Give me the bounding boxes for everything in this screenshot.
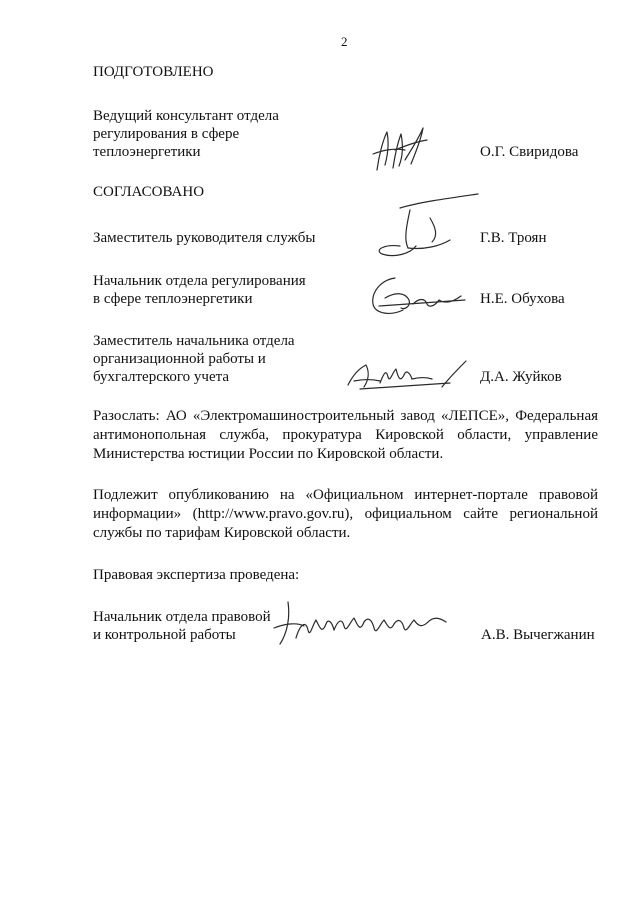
signer-1-name: Г.В. Троян xyxy=(480,230,547,246)
legal-position-line-1: Начальник отдела правовой xyxy=(93,609,271,625)
publication-paragraph: Подлежит опубликованию на «Официальном интернет-портале правовой информации» (http://www.pravo.gov.ru), официальном сайте региональной службы по тарифам Кировской области. xyxy=(93,487,598,541)
prepared-position-line-1: Ведущий консультант отдела xyxy=(93,108,279,124)
prepared-position-line-3: теплоэнергетики xyxy=(93,144,201,160)
signer-3-name: Д.А. Жуйков xyxy=(480,369,562,385)
signer-2-position-line-2: в сфере теплоэнергетики xyxy=(93,291,253,307)
legal-name: А.В. Вычегжанин xyxy=(481,627,595,643)
signature-obukhova xyxy=(365,270,475,320)
signature-vychegzhanin xyxy=(268,598,458,650)
signer-1-position: Заместитель руководителя службы xyxy=(93,230,316,246)
signer-3-position-line-1: Заместитель начальника отдела xyxy=(93,333,295,349)
page-number: 2 xyxy=(341,34,348,49)
signer-3-position-line-3: бухгалтерского учета xyxy=(93,369,230,385)
prepared-heading: ПОДГОТОВЛЕНО xyxy=(93,64,214,80)
signature-troyan xyxy=(370,188,485,268)
prepared-name: О.Г. Свиридова xyxy=(480,144,579,160)
prepared-position-line-2: регулирования в сфере xyxy=(93,126,240,142)
legal-statement: Правовая экспертиза проведена: xyxy=(93,567,300,583)
signature-zhuikov xyxy=(340,355,475,395)
agreed-heading: СОГЛАСОВАНО xyxy=(93,184,205,200)
signer-2-position-line-1: Начальник отдела регулирования xyxy=(93,273,306,289)
signer-2-name: Н.Е. Обухова xyxy=(480,291,565,307)
signer-3-position-line-2: организационной работы и xyxy=(93,351,266,367)
legal-position-line-2: и контрольной работы xyxy=(93,627,236,643)
signature-sviridova xyxy=(365,120,440,180)
distribution-paragraph: Разослать: АО «Электромашиностроительный завод «ЛЕПСЕ», Федеральная антимонопольная служба, прокуратура Кировской области, управление Министерства юстиции России по Кировской области. xyxy=(93,408,598,462)
